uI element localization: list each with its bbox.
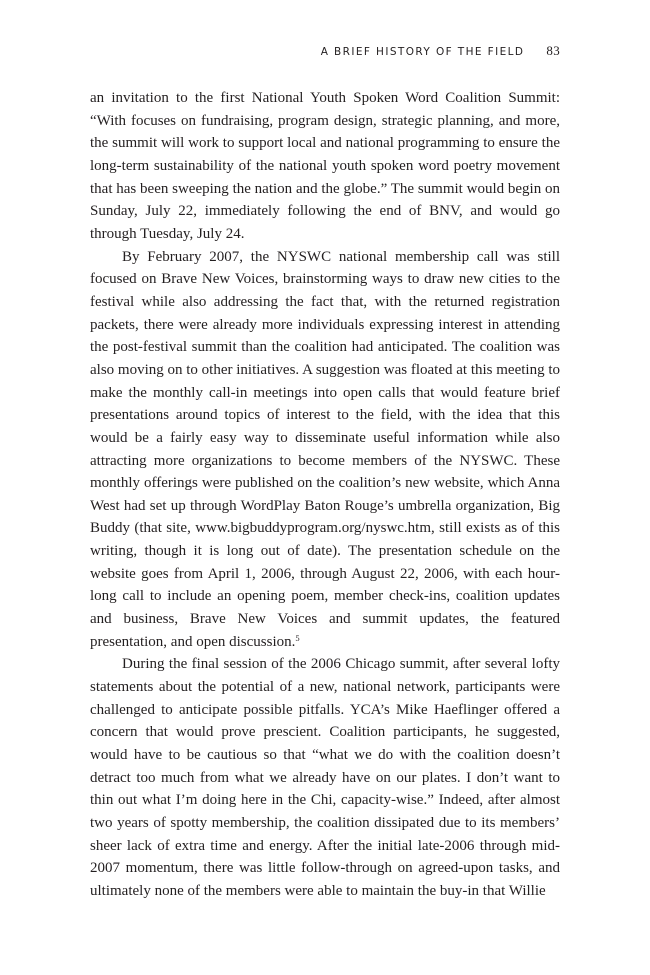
paragraph-3 — [90, 653, 560, 902]
paragraph-text: By February 2007, the NYSWC national membership call was still focused on Brave New Voices, brainstorming ways to draw new cities to the festival while also addressing the fact that, with the returned registration packets, there were already more individuals expressing interest in attending the post-festival summit than the coalition had anticipated. The coalition was also moving on to other initiatives. A suggestion was floated at this meeting to make the monthly call-in meetings into open calls that would feature brief presentations around topics of interest to the field, with the idea that this would be a fairly easy way to disseminate useful information while also attracting more organizations to become members of the NYSWC. These monthly offerings were published on the coalition’s new website, which Anna West had set up through WordPlay Baton Rouge’s umbrella organization, Big Buddy (that site, www.bigbuddyprogram.org/nyswc.htm, still exists as of this writing, though it is long out of date). The presentation schedule on the website goes from April 1, 2006, through August 22, 2006, with each hour-long call to include an opening poem, member check-ins, coalition updates and business, Brave New Voices and summit updates, the featured presentation, and open discussion. — [90, 248, 560, 650]
footnote-marker: 5 — [295, 632, 300, 643]
paragraph-text: During the final session of the 2006 Chicago summit, after several lofty statements about the potential of a new, national network, participants were challenged to anticipate possible pitfalls. YCA’s Mike Haeflinger offered a concern that would prove prescient. Coalition participants, he suggested, would have to be cautious so that “what we do with the coalition doesn’t detract too much from what we already have on our plates. I don’t want to thin out what I’m doing here in the Chi, capacity-wise.” Indeed, after almost two years of spotty membership, the coalition dissipated due to its members’ sheer lack of extra time and energy. After the initial late-2006 through mid-2007 momentum, there was little follow-through on agreed-upon tasks, and ultimately none of the members were able to maintain the buy-in that Willie — [90, 656, 560, 899]
paragraph-text: an invitation to the first National Youth Spoken Word Coalition Summit: “With focuses on fundraising, program design, strategic planning, and more, the summit will work to support local and national programming to ensure the long-term sustainability of the national youth spoken word poetry movement that has been sweeping the nation and the globe.” The summit would begin on Sunday, July 22, immediately following the end of BNV, and would go through Tuesday, July 24. — [90, 90, 560, 242]
page-number: 83 — [546, 43, 560, 58]
running-header — [90, 41, 560, 62]
paragraph-1 — [90, 87, 560, 246]
body-text — [90, 87, 560, 903]
running-title: A BRIEF HISTORY OF THE FIELD — [320, 46, 525, 58]
paragraph-2 — [90, 246, 560, 654]
